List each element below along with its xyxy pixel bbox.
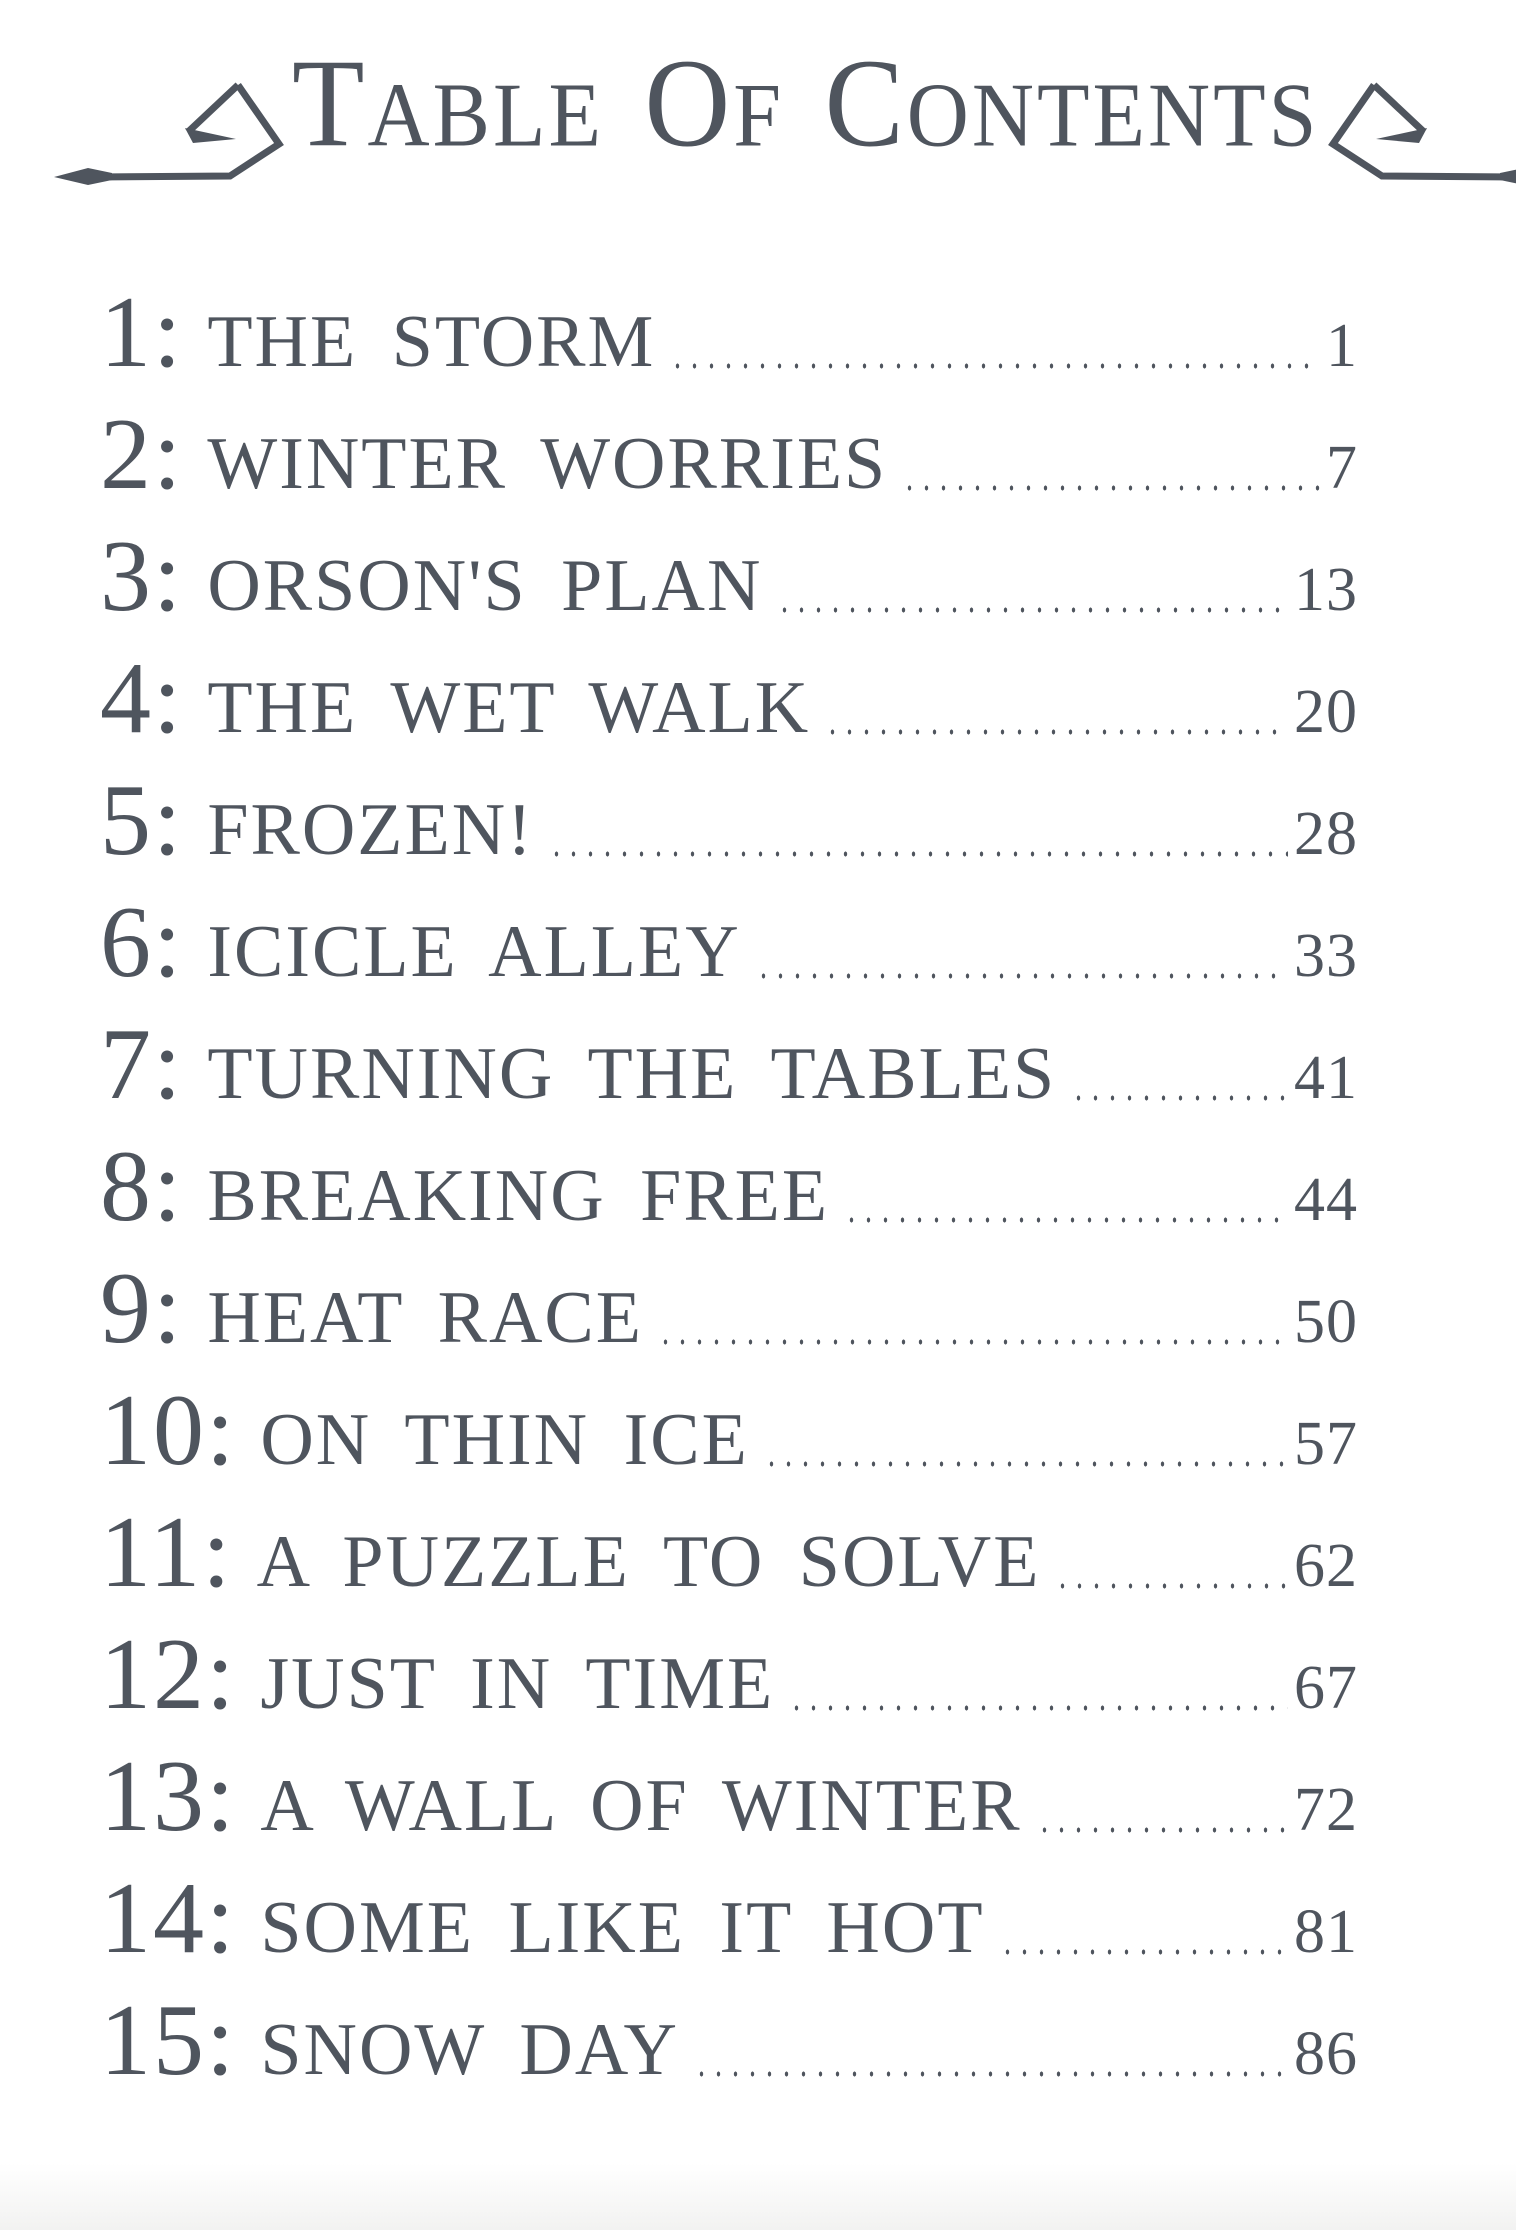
dot-leader — [788, 1703, 1288, 1713]
dot-leader — [548, 849, 1288, 859]
entry-number: 8: — [100, 1130, 184, 1243]
toc-entry — [100, 1984, 1358, 2112]
entry-page: 50 — [1294, 1288, 1358, 1356]
dot-leader — [755, 971, 1288, 981]
entry-title: ORSON'S PLAN — [207, 545, 763, 627]
entry-title: ON THIN ICE — [260, 1399, 749, 1481]
page-title: TABLE OF CONTENTS — [292, 33, 1320, 174]
entry-number: 12: — [100, 1618, 237, 1731]
entry-page: 44 — [1294, 1166, 1358, 1234]
dot-leader — [1070, 1093, 1288, 1103]
toc-entry — [100, 764, 1358, 892]
toc-entry — [100, 1374, 1358, 1502]
dot-leader — [824, 727, 1288, 737]
entry-number: 5: — [100, 764, 184, 877]
dot-leader — [999, 1947, 1288, 1957]
dot-leader — [1036, 1825, 1288, 1835]
arrow-flourish-left-icon — [52, 77, 292, 187]
entry-page: 62 — [1294, 1532, 1358, 1600]
arrow-flourish-right-icon — [1320, 77, 1516, 187]
toc-entry — [100, 520, 1358, 648]
toc-entry — [100, 1618, 1358, 1746]
entry-number: 6: — [100, 886, 184, 999]
toc-entry — [100, 276, 1358, 404]
entry-title: SNOW DAY — [260, 2009, 679, 2091]
entry-title: A WALL OF WINTER — [260, 1765, 1022, 1847]
entry-page: 72 — [1294, 1776, 1358, 1844]
dot-leader — [1054, 1581, 1288, 1591]
entry-page: 33 — [1294, 922, 1358, 990]
entry-title: JUST IN TIME — [260, 1643, 775, 1725]
page-header — [0, 0, 1516, 178]
entry-number: 3: — [100, 520, 184, 633]
toc-entry — [100, 1740, 1358, 1868]
dot-leader — [657, 1337, 1288, 1347]
entry-page: 41 — [1294, 1044, 1358, 1112]
entry-page: 7 — [1326, 434, 1358, 502]
entry-page: 1 — [1326, 312, 1358, 380]
entry-number: 9: — [100, 1252, 184, 1365]
toc-entry — [100, 886, 1358, 1014]
toc-entry — [100, 1130, 1358, 1258]
dot-leader — [776, 605, 1288, 615]
toc-list — [0, 276, 1516, 2112]
toc-entry — [100, 1862, 1358, 1990]
dot-leader — [843, 1215, 1288, 1225]
entry-number: 14: — [100, 1862, 237, 1975]
entry-title: THE STORM — [207, 301, 656, 383]
entry-number: 15: — [100, 1984, 237, 2097]
entry-title: THE WET WALK — [207, 667, 811, 749]
entry-page: 57 — [1294, 1410, 1358, 1478]
entry-title: ICICLE ALLEY — [207, 911, 741, 993]
dot-leader — [763, 1459, 1288, 1469]
entry-page: 86 — [1294, 2020, 1358, 2088]
toc-entry — [100, 642, 1358, 770]
entry-number: 10: — [100, 1374, 237, 1487]
entry-title: HEAT RACE — [207, 1277, 643, 1359]
entry-page: 28 — [1294, 800, 1358, 868]
dot-leader — [693, 2069, 1288, 2079]
entry-number: 7: — [100, 1008, 184, 1121]
dot-leader — [669, 361, 1320, 371]
toc-entry — [100, 398, 1358, 526]
entry-page: 20 — [1294, 678, 1358, 746]
toc-entry — [100, 1496, 1358, 1624]
entry-page: 81 — [1294, 1898, 1358, 1966]
entry-number: 4: — [100, 642, 184, 755]
entry-page: 13 — [1294, 556, 1358, 624]
entry-title: TURNING THE TABLES — [207, 1033, 1057, 1115]
entry-title: BREAKING FREE — [207, 1155, 830, 1237]
entry-title: A PUZZLE TO SOLVE — [256, 1521, 1041, 1603]
toc-entry — [100, 1252, 1358, 1380]
entry-page: 67 — [1294, 1654, 1358, 1722]
toc-entry — [100, 1008, 1358, 1136]
entry-title: WINTER WORRIES — [207, 423, 888, 505]
entry-title: FROZEN! — [207, 789, 534, 871]
entry-number: 1: — [100, 276, 184, 389]
entry-number: 2: — [100, 398, 184, 511]
entry-title: SOME LIKE IT HOT — [260, 1887, 985, 1969]
dot-leader — [901, 483, 1320, 493]
entry-number: 11: — [100, 1496, 233, 1609]
entry-number: 13: — [100, 1740, 237, 1853]
